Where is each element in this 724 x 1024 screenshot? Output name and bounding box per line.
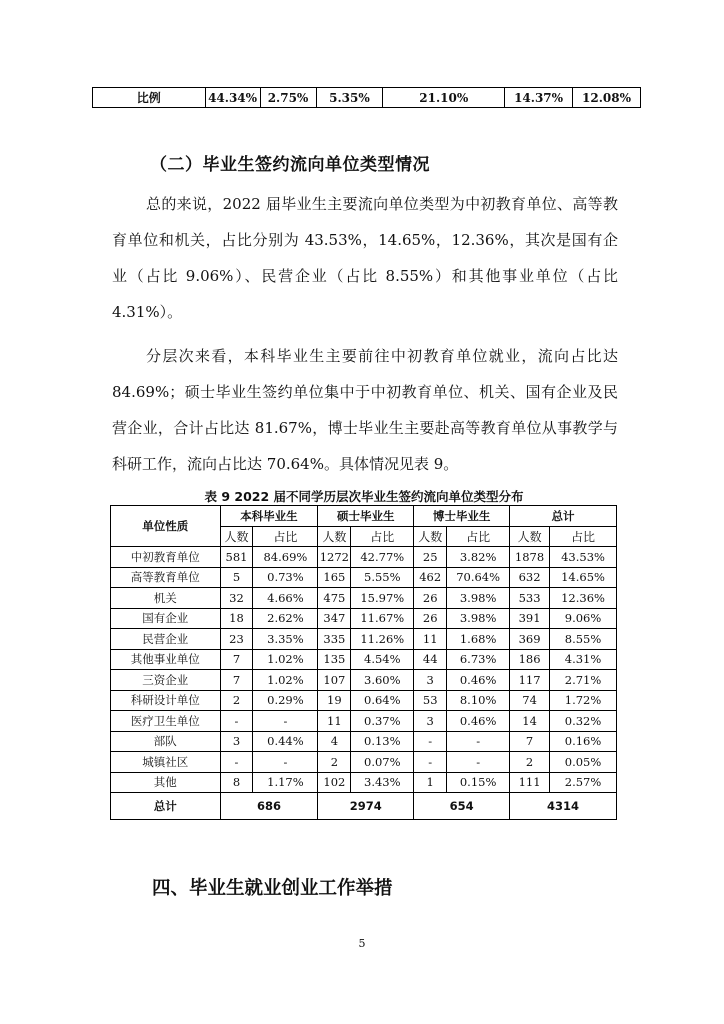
table-header-row [111, 506, 617, 527]
table-row [111, 588, 617, 609]
percent-cell: 0.05% [550, 752, 617, 773]
percent-cell: 15.97% [351, 588, 414, 609]
row-label: 中初教育单位 [111, 547, 221, 568]
percent-cell: 3.43% [351, 772, 414, 793]
count-cell: 44 [414, 649, 447, 670]
count-cell: - [220, 711, 253, 732]
percent-cell: 0.46% [447, 670, 510, 691]
table-row [111, 670, 617, 691]
ratio-label: 比例 [93, 88, 206, 108]
percent-cell: - [253, 711, 318, 732]
count-cell: 74 [510, 690, 550, 711]
percent-cell: 0.73% [253, 567, 318, 588]
total-value: 686 [220, 793, 318, 820]
total-label: 总计 [111, 793, 221, 820]
chapter-heading: 四、毕业生就业创业工作举措 [152, 878, 393, 899]
percent-cell: 0.46% [447, 711, 510, 732]
percent-cell: 70.64% [447, 567, 510, 588]
row-label: 部队 [111, 731, 221, 752]
percent-cell: 11.67% [351, 608, 414, 629]
percent-cell: 84.69% [253, 547, 318, 568]
paragraph-by-level: 分层次来看，本科毕业生主要前往中初教育单位就业，流向占比达 84.69%；硕士毕业生签约单位集中于中初教育单位、机关、国有企业及民营企业，合计占比达 81.67%，博士毕业生主要赴高等教育单位从事教学与科研工作，流向占比达 70.64%。具体情况见表 9。 [112, 347, 618, 473]
count-cell: 107 [318, 670, 351, 691]
percent-cell: 2.62% [253, 608, 318, 629]
sub-header: 占比 [447, 526, 510, 547]
count-cell: 11 [318, 711, 351, 732]
count-cell: 3 [414, 670, 447, 691]
count-cell: 7 [510, 731, 550, 752]
row-label: 三资企业 [111, 670, 221, 691]
count-cell: 26 [414, 588, 447, 609]
table-row [111, 711, 617, 732]
destination-table [110, 505, 617, 820]
percent-cell: 2.57% [550, 772, 617, 793]
count-cell: 8 [220, 772, 253, 793]
sub-header: 人数 [220, 526, 253, 547]
count-cell: - [414, 731, 447, 752]
percent-cell: 0.44% [253, 731, 318, 752]
count-cell: 135 [318, 649, 351, 670]
section-heading: （二）毕业生签约流向单位类型情况 [150, 155, 430, 175]
count-cell: 2 [510, 752, 550, 773]
count-cell: 369 [510, 629, 550, 650]
table-row [111, 608, 617, 629]
ratio-value: 2.75% [260, 88, 316, 108]
percent-cell: - [447, 731, 510, 752]
row-label: 其他 [111, 772, 221, 793]
percent-cell: 4.54% [351, 649, 414, 670]
table-row [111, 752, 617, 773]
count-cell: 25 [414, 547, 447, 568]
table-row [111, 629, 617, 650]
count-cell: 11 [414, 629, 447, 650]
total-value: 654 [414, 793, 510, 820]
count-cell: 117 [510, 670, 550, 691]
percent-cell: 0.32% [550, 711, 617, 732]
table-row [111, 567, 617, 588]
percent-cell: 3.82% [447, 547, 510, 568]
ratio-value: 12.08% [573, 88, 641, 108]
count-cell: 4 [318, 731, 351, 752]
paragraph-summary: 总的来说，2022 届毕业生主要流向单位类型为中初教育单位、高等教育单位和机关，占比分别为 43.53%，14.65%，12.36%，其次是国有企业（占比 9.06%）、民营企业（占比 8.55%）和其他事业单位（占比 4.31%）。 [112, 195, 618, 321]
count-cell: 5 [220, 567, 253, 588]
percent-cell: - [253, 752, 318, 773]
percent-cell: 8.10% [447, 690, 510, 711]
percent-cell: 1.72% [550, 690, 617, 711]
percent-cell: 0.13% [351, 731, 414, 752]
percent-cell: 0.16% [550, 731, 617, 752]
percent-cell: 5.55% [351, 567, 414, 588]
count-cell: 347 [318, 608, 351, 629]
sub-header: 人数 [510, 526, 550, 547]
page-number: 5 [358, 937, 366, 950]
count-cell: 533 [510, 588, 550, 609]
count-cell: 1272 [318, 547, 351, 568]
count-cell: 14 [510, 711, 550, 732]
ratio-row [93, 88, 641, 108]
count-cell: - [220, 752, 253, 773]
table-row [111, 690, 617, 711]
percent-cell: 0.07% [351, 752, 414, 773]
count-cell: 3 [414, 711, 447, 732]
group-header: 本科毕业生 [220, 506, 318, 527]
ratio-value: 14.37% [505, 88, 573, 108]
percent-cell: 3.98% [447, 588, 510, 609]
percent-cell: 1.02% [253, 649, 318, 670]
percent-cell: 3.60% [351, 670, 414, 691]
total-value: 2974 [318, 793, 414, 820]
table-row [111, 731, 617, 752]
row-label: 城镇社区 [111, 752, 221, 773]
count-cell: - [414, 752, 447, 773]
count-cell: 186 [510, 649, 550, 670]
group-header: 博士毕业生 [414, 506, 510, 527]
count-cell: 26 [414, 608, 447, 629]
sub-header: 人数 [318, 526, 351, 547]
percent-cell: 6.73% [447, 649, 510, 670]
percent-cell: 0.15% [447, 772, 510, 793]
percent-cell: 11.26% [351, 629, 414, 650]
count-cell: 32 [220, 588, 253, 609]
count-cell: 3 [220, 731, 253, 752]
row-label: 国有企业 [111, 608, 221, 629]
count-cell: 632 [510, 567, 550, 588]
table-row [111, 772, 617, 793]
percent-cell: 1.68% [447, 629, 510, 650]
percent-cell: 3.98% [447, 608, 510, 629]
count-cell: 335 [318, 629, 351, 650]
sub-header: 人数 [414, 526, 447, 547]
count-cell: 19 [318, 690, 351, 711]
count-cell: 102 [318, 772, 351, 793]
percent-cell: 43.53% [550, 547, 617, 568]
percent-cell: 0.37% [351, 711, 414, 732]
count-cell: 2 [318, 752, 351, 773]
corner-header: 单位性质 [111, 506, 221, 547]
percent-cell: 4.31% [550, 649, 617, 670]
sub-header: 占比 [351, 526, 414, 547]
total-value: 4314 [510, 793, 617, 820]
row-label: 其他事业单位 [111, 649, 221, 670]
ratio-value: 5.35% [316, 88, 383, 108]
count-cell: 475 [318, 588, 351, 609]
count-cell: 7 [220, 670, 253, 691]
percent-cell: 0.64% [351, 690, 414, 711]
percent-cell: 9.06% [550, 608, 617, 629]
count-cell: 391 [510, 608, 550, 629]
count-cell: 462 [414, 567, 447, 588]
percent-cell: 14.65% [550, 567, 617, 588]
percent-cell: 42.77% [351, 547, 414, 568]
row-label: 民营企业 [111, 629, 221, 650]
percent-cell: - [447, 752, 510, 773]
percent-cell: 2.71% [550, 670, 617, 691]
table-row [111, 547, 617, 568]
ratio-value: 44.34% [205, 88, 260, 108]
count-cell: 581 [220, 547, 253, 568]
table-row [111, 649, 617, 670]
percent-cell: 3.35% [253, 629, 318, 650]
count-cell: 1878 [510, 547, 550, 568]
count-cell: 53 [414, 690, 447, 711]
table-caption: 表 9 2022 届不同学历层次毕业生签约流向单位类型分布 [204, 489, 524, 504]
total-row [111, 793, 617, 820]
count-cell: 111 [510, 772, 550, 793]
group-header: 总计 [510, 506, 617, 527]
count-cell: 2 [220, 690, 253, 711]
count-cell: 1 [414, 772, 447, 793]
percent-cell: 12.36% [550, 588, 617, 609]
group-header: 硕士毕业生 [318, 506, 414, 527]
count-cell: 18 [220, 608, 253, 629]
percent-cell: 8.55% [550, 629, 617, 650]
count-cell: 165 [318, 567, 351, 588]
count-cell: 7 [220, 649, 253, 670]
percent-cell: 1.02% [253, 670, 318, 691]
sub-header: 占比 [253, 526, 318, 547]
row-label: 机关 [111, 588, 221, 609]
sub-header: 占比 [550, 526, 617, 547]
row-label: 医疗卫生单位 [111, 711, 221, 732]
percent-cell: 4.66% [253, 588, 318, 609]
count-cell: 23 [220, 629, 253, 650]
row-label: 高等教育单位 [111, 567, 221, 588]
row-label: 科研设计单位 [111, 690, 221, 711]
ratio-table [92, 87, 641, 108]
ratio-value: 21.10% [383, 88, 505, 108]
percent-cell: 0.29% [253, 690, 318, 711]
percent-cell: 1.17% [253, 772, 318, 793]
